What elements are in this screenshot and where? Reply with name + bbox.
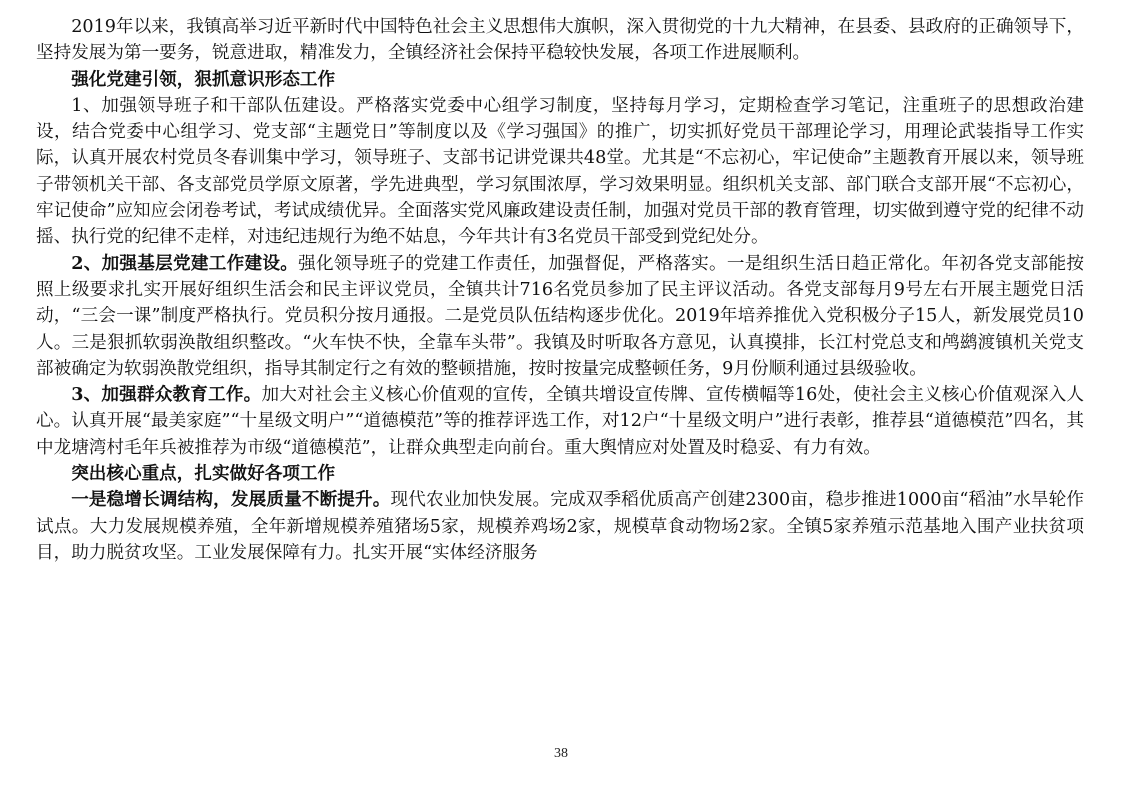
paragraph-intro: 2019年以来，我镇高举习近平新时代中国特色社会主义思想伟大旗帜，深入贯彻党的十九大精神，在县委、县政府的正确领导下，坚持发展为第一要务，锐意进取，精准发力，全镇经济社会保持平稳较快发展，各项工作进展顺利。 [36, 17, 1084, 64]
document-body [36, 14, 1084, 566]
section-heading-core-work: 突出核心重点，扎实做好各项工作 [71, 463, 336, 485]
paragraph-lead: 一是稳增长调结构，发展质量不断提升。 [71, 489, 391, 511]
paragraph-lead: 3、加强群众教育工作。 [71, 384, 262, 406]
paragraph-grassroots-party: 2、加强基层党建工作建设。强化领导班子的党建工作责任，加强督促，严格落实。一是组织生活日趋正常化。年初各党支部能按照上级要求扎实开展好组织生活会和民主评议党员，全镇共计716名党员参加了民主评议活动。各党支部每月9号左右开展主题党日活动，“三会一课”制度严格执行。党员积分按月通报。二是党员队伍结构逐步优化。2019年培养推优入党积极分子15人，新发展党员10人。三是狠抓软弱涣散组织整改。“火车快不快，全靠车头带”。我镇及时听取各方意见，认真摸排，长江村党总支和鸬鹚渡镇机关党支部被确定为软弱涣散党组织，指导其制定行之有效的整顿措施，按时按量完成整顿任务，9月份顺利通过县级验收。 [36, 252, 1084, 379]
paragraph-growth-structure: 一是稳增长调结构，发展质量不断提升。现代农业加快发展。完成双季稻优质高产创建2300亩，稳步推进1000亩“稻油”水旱轮作试点。大力发展规模养殖，全年新增规模养殖猪场5家，规模养鸡场2家，规模草食动物场2家。全镇5家养殖示范基地入围产业扶贫项目，助力脱贫攻坚。工业发展保障有力。扎实开展“实体经济服务 [36, 489, 1084, 563]
paragraph-leadership-team: 1、加强领导班子和干部队伍建设。严格落实党委中心组学习制度，坚持每月学习，定期检查学习笔记，注重班子的思想政治建设，结合党委中心组学习、党支部“主题党日”等制度以及《学习强国》的推广，切实抓好党员干部理论学习，用理论武装指导工作实际，认真开展农村党员冬春训集中学习，领导班子、支部书记讲党课共48堂。尤其是“不忘初心，牢记使命”主题教育开展以来，领导班子带领机关干部、各支部党员学原文原著，学先进典型，学习氛围浓厚，学习效果明显。组织机关支部、部门联合支部开展“不忘初心，牢记使命”应知应会闭卷考试，考试成绩优异。全面落实党风廉政建设责任制，加强对党员干部的教育管理，切实做到遵守党的纪律不动摇、执行党的纪律不走样，对违纪违规行为绝不姑息，今年共计有3名党员干部受到党纪处分。 [36, 95, 1084, 248]
page-number: 38 [554, 746, 568, 761]
paragraph-lead: 2、加强基层党建工作建设。 [71, 252, 299, 274]
section-heading-party-building: 强化党建引领，狠抓意识形态工作 [71, 68, 336, 90]
paragraph-mass-education: 3、加强群众教育工作。加大对社会主义核心价值观的宣传，全镇共增设宣传牌、宣传横幅等16处，使社会主义核心价值观深入人心。认真开展“最美家庭”“十星级文明户”“道德模范”等的推荐评选工作，对12户“十星级文明户”进行表彰，推荐县“道德模范”四名，其中龙塘湾村毛年兵被推荐为市级“道德模范”，让群众典型走向前台。重大舆情应对处置及时稳妥、有力有效。 [36, 384, 1084, 458]
